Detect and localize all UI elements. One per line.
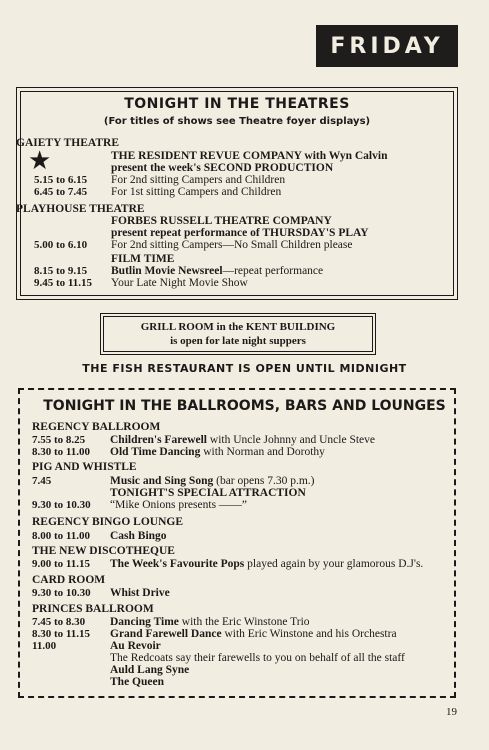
theatres-title: TONIGHT IN THE THEATRES	[124, 96, 350, 112]
gaiety-production: present the week's SECOND PRODUCTION	[111, 162, 334, 174]
theatres-subtitle: (For titles of shows see Theatre foyer displays)	[103, 116, 371, 127]
discotheque-heading: THE NEW DISCOTHEQUE	[32, 545, 175, 557]
grill-room-box	[100, 313, 376, 355]
playhouse-time-1: 5.00 to 6.10	[34, 239, 88, 251]
bingo-event: Cash Bingo	[110, 530, 167, 542]
disco-time: 9.00 to 11.15	[32, 558, 91, 570]
star-icon: ★	[28, 146, 52, 176]
playhouse-company: FORBES RUSSELL THEATRE COMPANY	[111, 215, 332, 227]
page-number: 19	[446, 706, 457, 718]
redcoats-farewell: The Redcoats say their farewells to you on behalf of all the staff	[110, 652, 405, 664]
film-time-heading: FILM TIME	[111, 253, 175, 265]
princes-event-1-bold: Dancing Time	[110, 616, 179, 628]
princes-event-2	[110, 628, 397, 640]
regency-event-2	[110, 446, 325, 458]
regency-event-1-bold: Children's Farewell	[110, 434, 208, 446]
playhouse-show-1: For 2nd sitting Campers—No Small Children please	[111, 239, 353, 251]
pig-event-1-bold: Music and Sing Song	[110, 475, 214, 487]
disco-event-bold: The Week's Favourite Pops	[110, 558, 245, 570]
princes-time-3: 11.00	[32, 640, 57, 652]
playhouse-theatre-heading: PLAYHOUSE THEATRE	[16, 203, 145, 215]
special-attraction: TONIGHT'S SPECIAL ATTRACTION	[110, 487, 306, 499]
gaiety-time-2: 6.45 to 7.45	[34, 186, 88, 198]
princes-time-2: 8.30 to 11.15	[32, 628, 91, 640]
bingo-lounge-heading: REGENCY BINGO LOUNGE	[32, 516, 184, 528]
card-room-heading: CARD ROOM	[32, 574, 106, 586]
film-time-2: 9.45 to 11.15	[34, 277, 93, 289]
card-time: 9.30 to 10.30	[32, 587, 91, 599]
fish-restaurant-notice: THE FISH RESTAURANT IS OPEN UNTIL MIDNIGHT	[82, 362, 407, 375]
princes-ballroom-heading: PRINCES BALLROOM	[32, 603, 154, 615]
princes-event-2-bold: Grand Farewell Dance	[110, 628, 222, 640]
princes-event-1	[110, 616, 310, 628]
princes-time-1: 7.45 to 8.30	[32, 616, 86, 628]
card-event: Whist Drive	[110, 587, 170, 599]
film-show-1-text: —repeat performance	[222, 265, 324, 277]
playhouse-production: present repeat performance of THURSDAY'S PLAY	[111, 227, 369, 239]
regency-event-2-text: with Norman and Dorothy	[200, 446, 325, 458]
pig-time-2: 9.30 to 10.30	[32, 499, 91, 511]
day-tab: FRIDAY	[316, 25, 458, 67]
pig-event-1	[110, 475, 314, 487]
grill-room-line-1: GRILL ROOM in the KENT BUILDING	[140, 321, 336, 333]
grill-room-line-2: is open for late night suppers	[170, 335, 306, 347]
film-show-1	[111, 265, 323, 277]
film-time-1: 8.15 to 9.15	[34, 265, 88, 277]
film-show-2: Your Late Night Movie Show	[111, 277, 248, 289]
regency-event-2-bold: Old Time Dancing	[110, 446, 201, 458]
gaiety-show-2: For 1st sitting Campers and Children	[111, 186, 282, 198]
the-queen: The Queen	[110, 676, 164, 688]
regency-time-2: 8.30 to 11.00	[32, 446, 91, 458]
gaiety-theatre-heading: GAIETY THEATRE	[16, 137, 119, 149]
regency-ballroom-heading: REGENCY BALLROOM	[32, 421, 161, 433]
pig-and-whistle-heading: PIG AND WHISTLE	[32, 461, 137, 473]
film-show-1-bold: Butlin Movie Newsreel	[111, 265, 223, 277]
au-revoir: Au Revoir	[110, 640, 161, 652]
grill-room-inner	[103, 316, 373, 352]
gaiety-company: THE RESIDENT REVUE COMPANY with Wyn Calvin	[111, 150, 388, 162]
princes-event-1-text: with the Eric Winstone Trio	[178, 616, 310, 628]
pig-time-1: 7.45	[32, 475, 52, 487]
gaiety-show-1: For 2nd sitting Campers and Children	[111, 174, 286, 186]
regency-event-1-text: with Uncle Johnny and Uncle Steve	[207, 434, 376, 446]
auld-lang-syne: Auld Lang Syne	[110, 664, 190, 676]
ballrooms-title: TONIGHT IN THE BALLROOMS, BARS AND LOUNGES	[43, 398, 446, 414]
gaiety-time-1: 5.15 to 6.15	[34, 174, 88, 186]
bingo-time: 8.00 to 11.00	[32, 530, 91, 542]
pig-event-2: “Mike Onions presents ——”	[110, 499, 248, 511]
disco-event-text: played again by your glamorous D.J's.	[244, 558, 424, 570]
disco-event	[110, 558, 423, 570]
pig-event-1-text: (bar opens 7.30 p.m.)	[213, 475, 315, 487]
regency-time-1: 7.55 to 8.25	[32, 434, 86, 446]
princes-event-2-text: with Eric Winstone and his Orchestra	[221, 628, 397, 640]
regency-event-1	[110, 434, 375, 446]
